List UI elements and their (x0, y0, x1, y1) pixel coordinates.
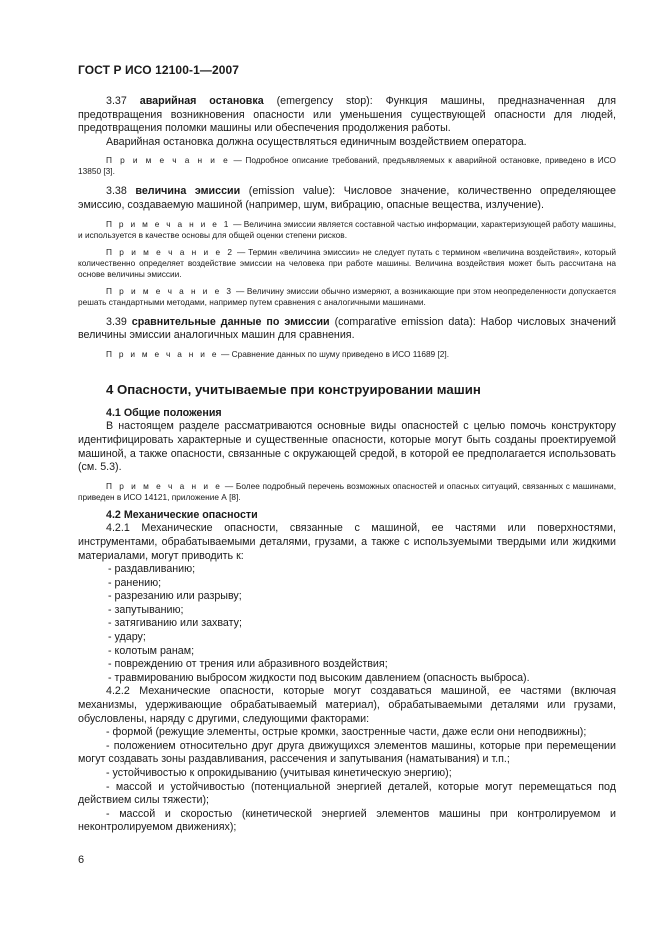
list-item: - удару; (108, 631, 146, 644)
definition: (emission value): Числовое значение, количественно определяющее эмиссию, создаваемую машиной (например, шум, вибрацию, опасные вещества, излучение). (78, 185, 616, 211)
note-label: П р и м е ч а н и е (106, 155, 230, 166)
note-text: — Подробное описание требований, предъявляемых к аварийной остановке, приведено в ИСО 13850 [3]. (78, 155, 616, 177)
subsection-heading-4-1: 4.1 Общие положения (106, 406, 222, 419)
list-item: - положением относительно друг друга движущихся элементов машины, которые при перемещении могут создавать зоны раздавливания, рассечения и запутывания (наматывания) и т.п.; (78, 739, 616, 766)
clause-3-37-para2: Аварийная остановка должна осуществляться единичным воздействием оператора. (106, 135, 527, 148)
clause-4-2-1: 4.2.1 Механические опасности, связанные с машиной, ее частями или поверхностями, инструментами, обрабатываемыми деталями, грузами, а также с используемыми твердыми или жидкими материалами, могут приводить к: (78, 522, 616, 562)
term: величина эмиссии (135, 185, 241, 198)
note-label: П р и м е ч а н и е 2 (106, 246, 235, 257)
note-label: П р и м е ч а н и е 1 (106, 218, 231, 229)
list-item: - формой (режущие элементы, острые кромки, заостренные части, даже если они неподвижны); (106, 726, 587, 739)
clause-3-39 (78, 316, 616, 343)
subsection-4-1-text: В настоящем разделе рассматриваются основные виды опасностей с целью помочь конструктору идентифицировать характерные и существенные опасности, которые могут быть созданы проектируемой машиной, а также опасности, связанные с окружающей средой, в которой ее предполагается использовать (см. 5.3). (78, 420, 616, 474)
note (78, 349, 616, 360)
clause-3-38 (78, 185, 616, 212)
list-item: - массой и скоростью (кинетической энергией элементов машины при контролируемом и неконтролируемом движениях); (78, 807, 616, 834)
term: аварийная остановка (139, 95, 264, 107)
page-number: 6 (78, 854, 85, 866)
document-header: ГОСТ Р ИСО 12100-1—2007 (78, 63, 240, 77)
list-item: - массой и устойчивостью (потенциальной энергией деталей, которые могут перемещаться под действием силы тяжести); (78, 780, 616, 807)
note-text: — Более подробный перечень возможных опасностей и опасных ситуаций, связанных с машинами, приведен в ИСО 14121, приложение А [8]. (78, 480, 616, 502)
section-heading-4: 4 Опасности, учитываемые при конструировании машин (106, 381, 481, 397)
subsection-heading-4-2: 4.2 Механические опасности (106, 508, 258, 521)
list-item: - повреждению от трения или абразивного воздействия; (108, 658, 388, 671)
note-label: П р и м е ч а н и е (106, 348, 219, 359)
definition: (emergency stop): Функция машины, предназначенная для предотвращения возникновения опасности или уменьшения существующей опасности для людей, предотвращения поломки машины или обеспечения продолжения работы. (78, 95, 616, 135)
list-item: - колотым ранам; (108, 644, 195, 657)
note-label: П р и м е ч а н и е 3 (106, 285, 234, 296)
note (78, 155, 616, 177)
clause-number: 3.37 (106, 95, 127, 107)
term: сравнительные данные по эмиссии (131, 315, 330, 328)
note-text: — Величина эмиссии является составной частью информации, характеризующей работу машины, и используется в качестве основы для общей оценки степени рисков. (78, 218, 616, 240)
list-item: - ранению; (108, 576, 162, 589)
list-item: - травмированию выбросом жидкости под высоким давлением (опасность выброса). (108, 671, 530, 684)
note-3 (78, 286, 616, 308)
clause-3-37 (78, 95, 616, 136)
note-text: — Величину эмиссии обычно измеряют, а возникающие при этом неопределенности допускается решать стандартными методами, например путем сравнения с аналогичными машинами. (78, 285, 616, 307)
note-1 (78, 219, 616, 241)
hazard-list-1 (78, 563, 616, 685)
note-text: — Сравнение данных по шуму приведено в ИСО 11689 [2]. (218, 348, 450, 359)
clause-number: 3.39 (106, 315, 127, 328)
list-item: - раздавливанию; (108, 563, 196, 576)
list-item: - запутыванию; (108, 603, 184, 616)
page-content (78, 95, 616, 835)
definition: (comparative emission data): Набор числовых значений величины эмиссии аналогичных машин для сравнения. (78, 315, 616, 342)
list-item: - разрезанию или разрыву; (108, 590, 242, 603)
hazard-list-2 (78, 726, 616, 835)
note-label: П р и м е ч а н и е (106, 480, 223, 491)
note-text: — Термин «величина эмиссии» не следует путать с термином «величина воздействия», который количественно определяет воздействие эмиссии на человека при работе машины. Величина воздействия может быть рассчитана на основе величины эмиссии. (78, 246, 617, 279)
note-2 (78, 247, 616, 280)
clause-number: 3.38 (106, 185, 127, 198)
clause-4-2-2: 4.2.2 Механические опасности, которые могут создаваться машиной, ее частями (включая механизмы, удерживающие обрабатываемый материал), обрабатываемыми деталями или грузами, обусловлены, наряду с другими, следующими факторами: (78, 685, 616, 725)
list-item: - устойчивостью к опрокидыванию (учитывая кинетическую энергию); (106, 767, 452, 779)
list-item: - затягиванию или захвату; (108, 617, 242, 630)
note (78, 481, 616, 503)
